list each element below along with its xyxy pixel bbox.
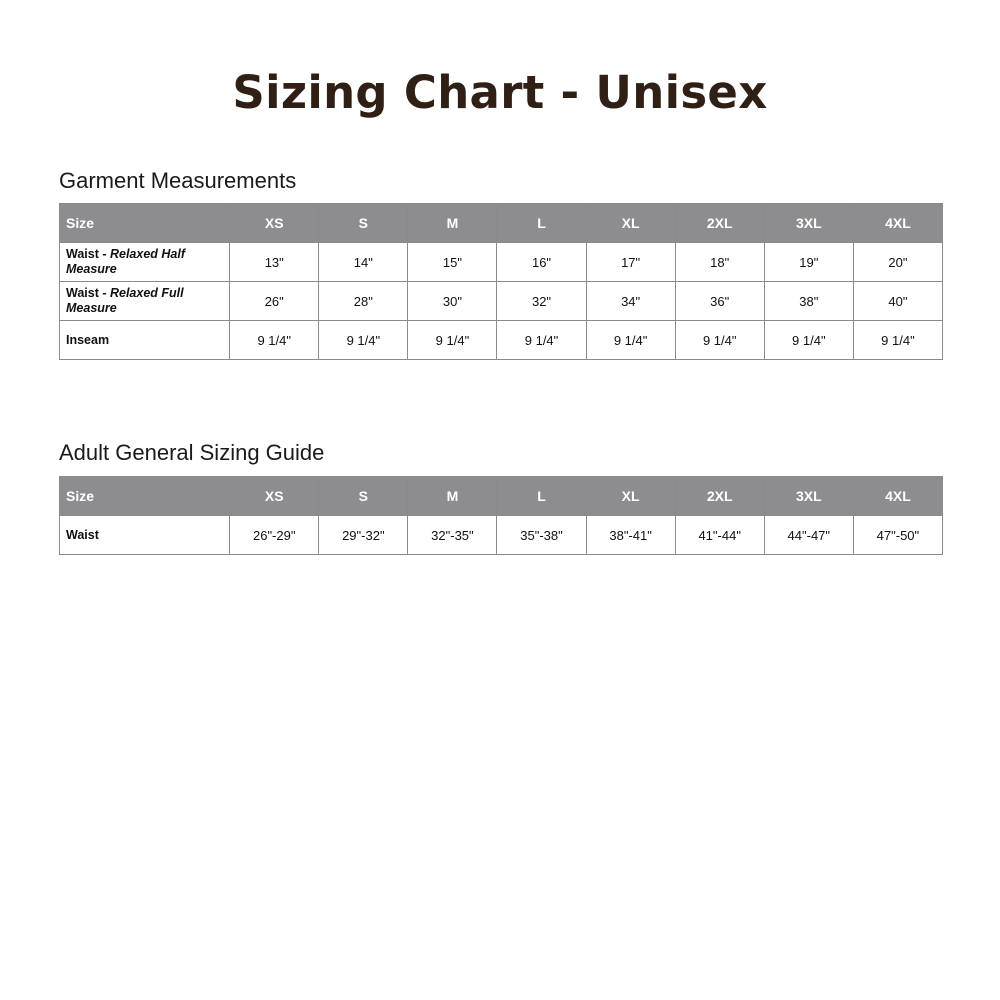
table-header-row (60, 204, 943, 243)
table-cell: 38"-41" (586, 516, 675, 555)
row-label-inseam (60, 321, 230, 360)
row-label-main: Waist - (66, 286, 110, 300)
table-cell: 9 1/4" (408, 321, 497, 360)
table-cell: 9 1/4" (764, 321, 853, 360)
table-cell: 38" (764, 282, 853, 321)
table-cell: 28" (319, 282, 408, 321)
sizing-guide-heading: Adult General Sizing Guide (59, 440, 325, 465)
column-header-s: S (319, 204, 408, 243)
table-cell: 18" (675, 243, 764, 282)
column-header-size: Size (60, 477, 230, 516)
column-header-m: M (408, 477, 497, 516)
table-cell: 20" (853, 243, 942, 282)
column-header-3xl: 3XL (764, 477, 853, 516)
column-header-xl: XL (586, 477, 675, 516)
table-cell: 9 1/4" (586, 321, 675, 360)
column-header-4xl: 4XL (853, 477, 942, 516)
column-header-2xl: 2XL (675, 477, 764, 516)
garment-measurements-table (59, 203, 943, 360)
sizing-guide-table (59, 476, 943, 555)
table-row (60, 282, 943, 321)
column-header-xs: XS (230, 204, 319, 243)
table-cell: 16" (497, 243, 586, 282)
table-cell: 34" (586, 282, 675, 321)
table-cell: 29"-32" (319, 516, 408, 555)
row-label-waist-full (60, 282, 230, 321)
row-label-main: Inseam (66, 332, 110, 347)
table-cell: 9 1/4" (319, 321, 408, 360)
table-row (60, 243, 943, 282)
row-label-emphasis: Relaxed Half Measure (66, 247, 186, 276)
table-cell: 9 1/4" (675, 321, 764, 360)
column-header-size: Size (60, 204, 230, 243)
table-cell: 44"-47" (764, 516, 853, 555)
table-row (60, 516, 943, 555)
table-cell: 32" (497, 282, 586, 321)
column-header-s: S (319, 477, 408, 516)
table-cell: 15" (408, 243, 497, 282)
table-cell: 14" (319, 243, 408, 282)
table-cell: 9 1/4" (230, 321, 319, 360)
table-cell: 32"-35" (408, 516, 497, 555)
row-label-waist-half (60, 243, 230, 282)
column-header-2xl: 2XL (675, 204, 764, 243)
column-header-3xl: 3XL (764, 204, 853, 243)
column-header-l: L (497, 477, 586, 516)
row-label-waist (60, 516, 230, 555)
column-header-xl: XL (586, 204, 675, 243)
table-header-row (60, 477, 943, 516)
row-label-emphasis: Relaxed Full Measure (66, 286, 184, 315)
table-cell: 35"-38" (497, 516, 586, 555)
page-title: Sizing Chart - Unisex (232, 66, 768, 119)
table-cell: 47"-50" (853, 516, 942, 555)
column-header-l: L (497, 204, 586, 243)
column-header-xs: XS (230, 477, 319, 516)
table-row (60, 321, 943, 360)
row-label-main: Waist - (66, 247, 110, 261)
table-cell: 19" (764, 243, 853, 282)
column-header-m: M (408, 204, 497, 243)
table-cell: 26" (230, 282, 319, 321)
table-cell: 26"-29" (230, 516, 319, 555)
column-header-4xl: 4XL (853, 204, 942, 243)
table-cell: 40" (853, 282, 942, 321)
table-cell: 9 1/4" (853, 321, 942, 360)
table-cell: 36" (675, 282, 764, 321)
table-cell: 17" (586, 243, 675, 282)
row-label-main: Waist (66, 527, 99, 542)
garment-measurements-heading: Garment Measurements (59, 168, 297, 193)
table-cell: 30" (408, 282, 497, 321)
table-cell: 9 1/4" (497, 321, 586, 360)
table-cell: 41"-44" (675, 516, 764, 555)
table-cell: 13" (230, 243, 319, 282)
